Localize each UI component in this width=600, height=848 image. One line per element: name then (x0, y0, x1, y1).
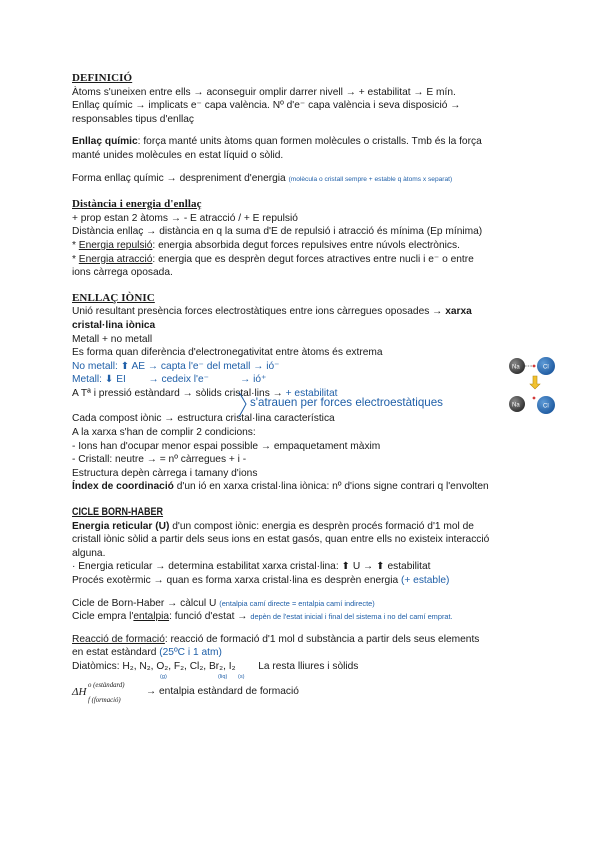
term-line: cristal·lina iònica (72, 319, 156, 331)
note: (entalpia camí directe = entalpia camí indirecte) (219, 598, 375, 608)
text: Cicle de Born-Haber → càlcul U (72, 597, 217, 609)
text-line (72, 660, 532, 680)
brace-icon (238, 390, 248, 420)
text: Procés exotèrmic → quan es forma xarxa cristal·lina es desprèn energia (72, 575, 399, 586)
text: → entalpia estàndard de formació (146, 685, 299, 697)
text: : energia absorbida degut forces repulsives entre núvols electrònics. (152, 239, 460, 251)
text-line: Cada compost iònic → estructura cristal·lina característica (72, 413, 335, 425)
brace-annotation: s'atrauen per forces electroestàtiques (250, 396, 443, 409)
note: depèn de l'estat inicial i final del sistema i no del camí emprat. (250, 612, 453, 622)
text-line: - Cristall: neutre → = nº càrregues + i - (72, 454, 247, 466)
text-line: · Energia reticular → determina estabilitat xarxa cristal·lina: ⬆ U → ⬆ estabilitat (72, 561, 431, 573)
highlight: (+ estable) (401, 575, 450, 586)
term: Energia atracció (78, 253, 153, 265)
highlight: (25ºC i 1 atm) (159, 647, 222, 659)
section-title-distancia: Distància i energia d'enllaç (72, 198, 202, 211)
superscript: o (estàndard) (88, 681, 125, 689)
note: (molècula o cristall sempre + estable q àtoms x separat) (288, 175, 453, 183)
text: : energia que es desprèn degut forces atractives entre nucli i e⁻ o entre (152, 253, 474, 265)
text-line (72, 480, 532, 494)
term: entalpia (133, 611, 170, 623)
text-line: Metall + no metall (72, 333, 153, 345)
text-line (72, 574, 532, 588)
na-ion-label: Na (512, 402, 520, 409)
subscript: f (formació) (88, 696, 121, 704)
text: d'un ió en xarxa cristal·lina iònica: nº d'ions signe contrari q l'envolten (173, 481, 489, 493)
text-line (72, 239, 532, 253)
formula-line (72, 682, 532, 706)
delta-h-symbol: ΔH (72, 685, 87, 698)
text-line (72, 520, 532, 534)
state-label: (g) (160, 673, 167, 680)
arrow-down-icon (530, 376, 540, 389)
text-line: Metall: ⬇ EI → cedeix l'e⁻ → ió⁺ (72, 374, 267, 386)
text-line: No metall: ⬆ AE → capta l'e⁻ del metall → ió⁻ (72, 360, 280, 372)
text-line (72, 646, 532, 660)
text-line: - Ions han d'ocupar menor espai possible → empaquetament màxim (72, 440, 381, 452)
text-line: manté unides molècules en estat líquid o sòlid. (72, 149, 284, 161)
text: A Tª i pressió estàndard → sòlids cristal·lins → (72, 387, 283, 399)
text-line: Enllaç químic → implicats e⁻ capa valència. Nº d'e⁻ capa valència i seva disposició → (72, 100, 461, 112)
text-line (72, 597, 532, 611)
text: d'un compost iònic: energia es desprèn procés formació d'1 mol de (169, 520, 474, 532)
text-line (72, 633, 532, 647)
state-label: (s) (238, 673, 245, 680)
highlight: + estabilitat (285, 387, 338, 399)
text: : força manté units àtoms quan formen molècules o cristalls. Tmb és la força (137, 136, 482, 148)
text: Forma enllaç químic → despreniment d'energia (72, 172, 286, 184)
section-title-born-haber: CICLE BORN-HABER (72, 506, 164, 519)
text-line: A la xarxa s'han de complir 2 condicions: (72, 427, 256, 439)
na-label: Na (512, 364, 520, 371)
cl-label: Cl (543, 364, 549, 371)
text-line: Es forma quan diferència d'electronegativitat entre àtoms és extrema (72, 347, 383, 359)
text: La resta lliures i sòlids (258, 660, 359, 672)
term: Energia repulsió (78, 239, 153, 251)
text: * (72, 253, 79, 265)
term: xarxa (445, 306, 472, 318)
text-line: ions càrrega oposada. (72, 267, 173, 279)
state-label: (liq) (218, 673, 228, 680)
paragraph (72, 135, 532, 149)
text: Cicle empra l' (72, 611, 134, 623)
text-line: Estructura depèn càrrega i tamany d'ions (72, 467, 258, 479)
text: * (72, 239, 79, 251)
text-line: Distància enllaç → distància en q la suma d'E de repulsió i atracció és mínima (Ep mínima) (72, 226, 483, 238)
text: Diatòmics: H₂, N₂, O₂, F₂, Cl₂, Br₂, I₂ (72, 660, 236, 672)
document-page (72, 72, 532, 706)
text-line: alguna. (72, 547, 106, 559)
term: Enllaç químic (72, 136, 138, 148)
text-line: responsables tipus d'enllaç (72, 113, 195, 125)
section-title-definicio: DEFINICIÓ (72, 72, 133, 84)
term: Índex de coordinació (72, 481, 174, 493)
section-title-enllac-ionic: ENLLAÇ IÒNIC (72, 291, 155, 304)
text-line (72, 253, 532, 267)
term: Reacció de formació (72, 633, 165, 645)
text: Unió resultant presència forces electrostàtiques entre ions càrregues oposades → (72, 306, 443, 318)
text: en estat estàndard (72, 647, 157, 659)
text-line: cristall iònic sòlid a partir dels seus ions en estat gasós, quan entre ells no existeix interacció (72, 534, 490, 546)
text-line: + prop estan 2 àtoms → - E atracció / + E repulsió (72, 212, 298, 224)
text-line: Àtoms s'uneixen entre ells → aconseguir omplir darrer nivell → + estabilitat → E mín. (72, 86, 456, 98)
text-line (72, 610, 532, 624)
term: Energia reticular (U) (72, 520, 170, 532)
paragraph (72, 172, 532, 187)
text: : funció d'estat → (169, 611, 248, 623)
text-line (72, 305, 532, 319)
text: : reacció de formació d'1 mol d substància a partir dels seus elements (164, 633, 480, 645)
cl-ion-label: Cl (543, 403, 549, 410)
ion-diagram (506, 354, 566, 484)
